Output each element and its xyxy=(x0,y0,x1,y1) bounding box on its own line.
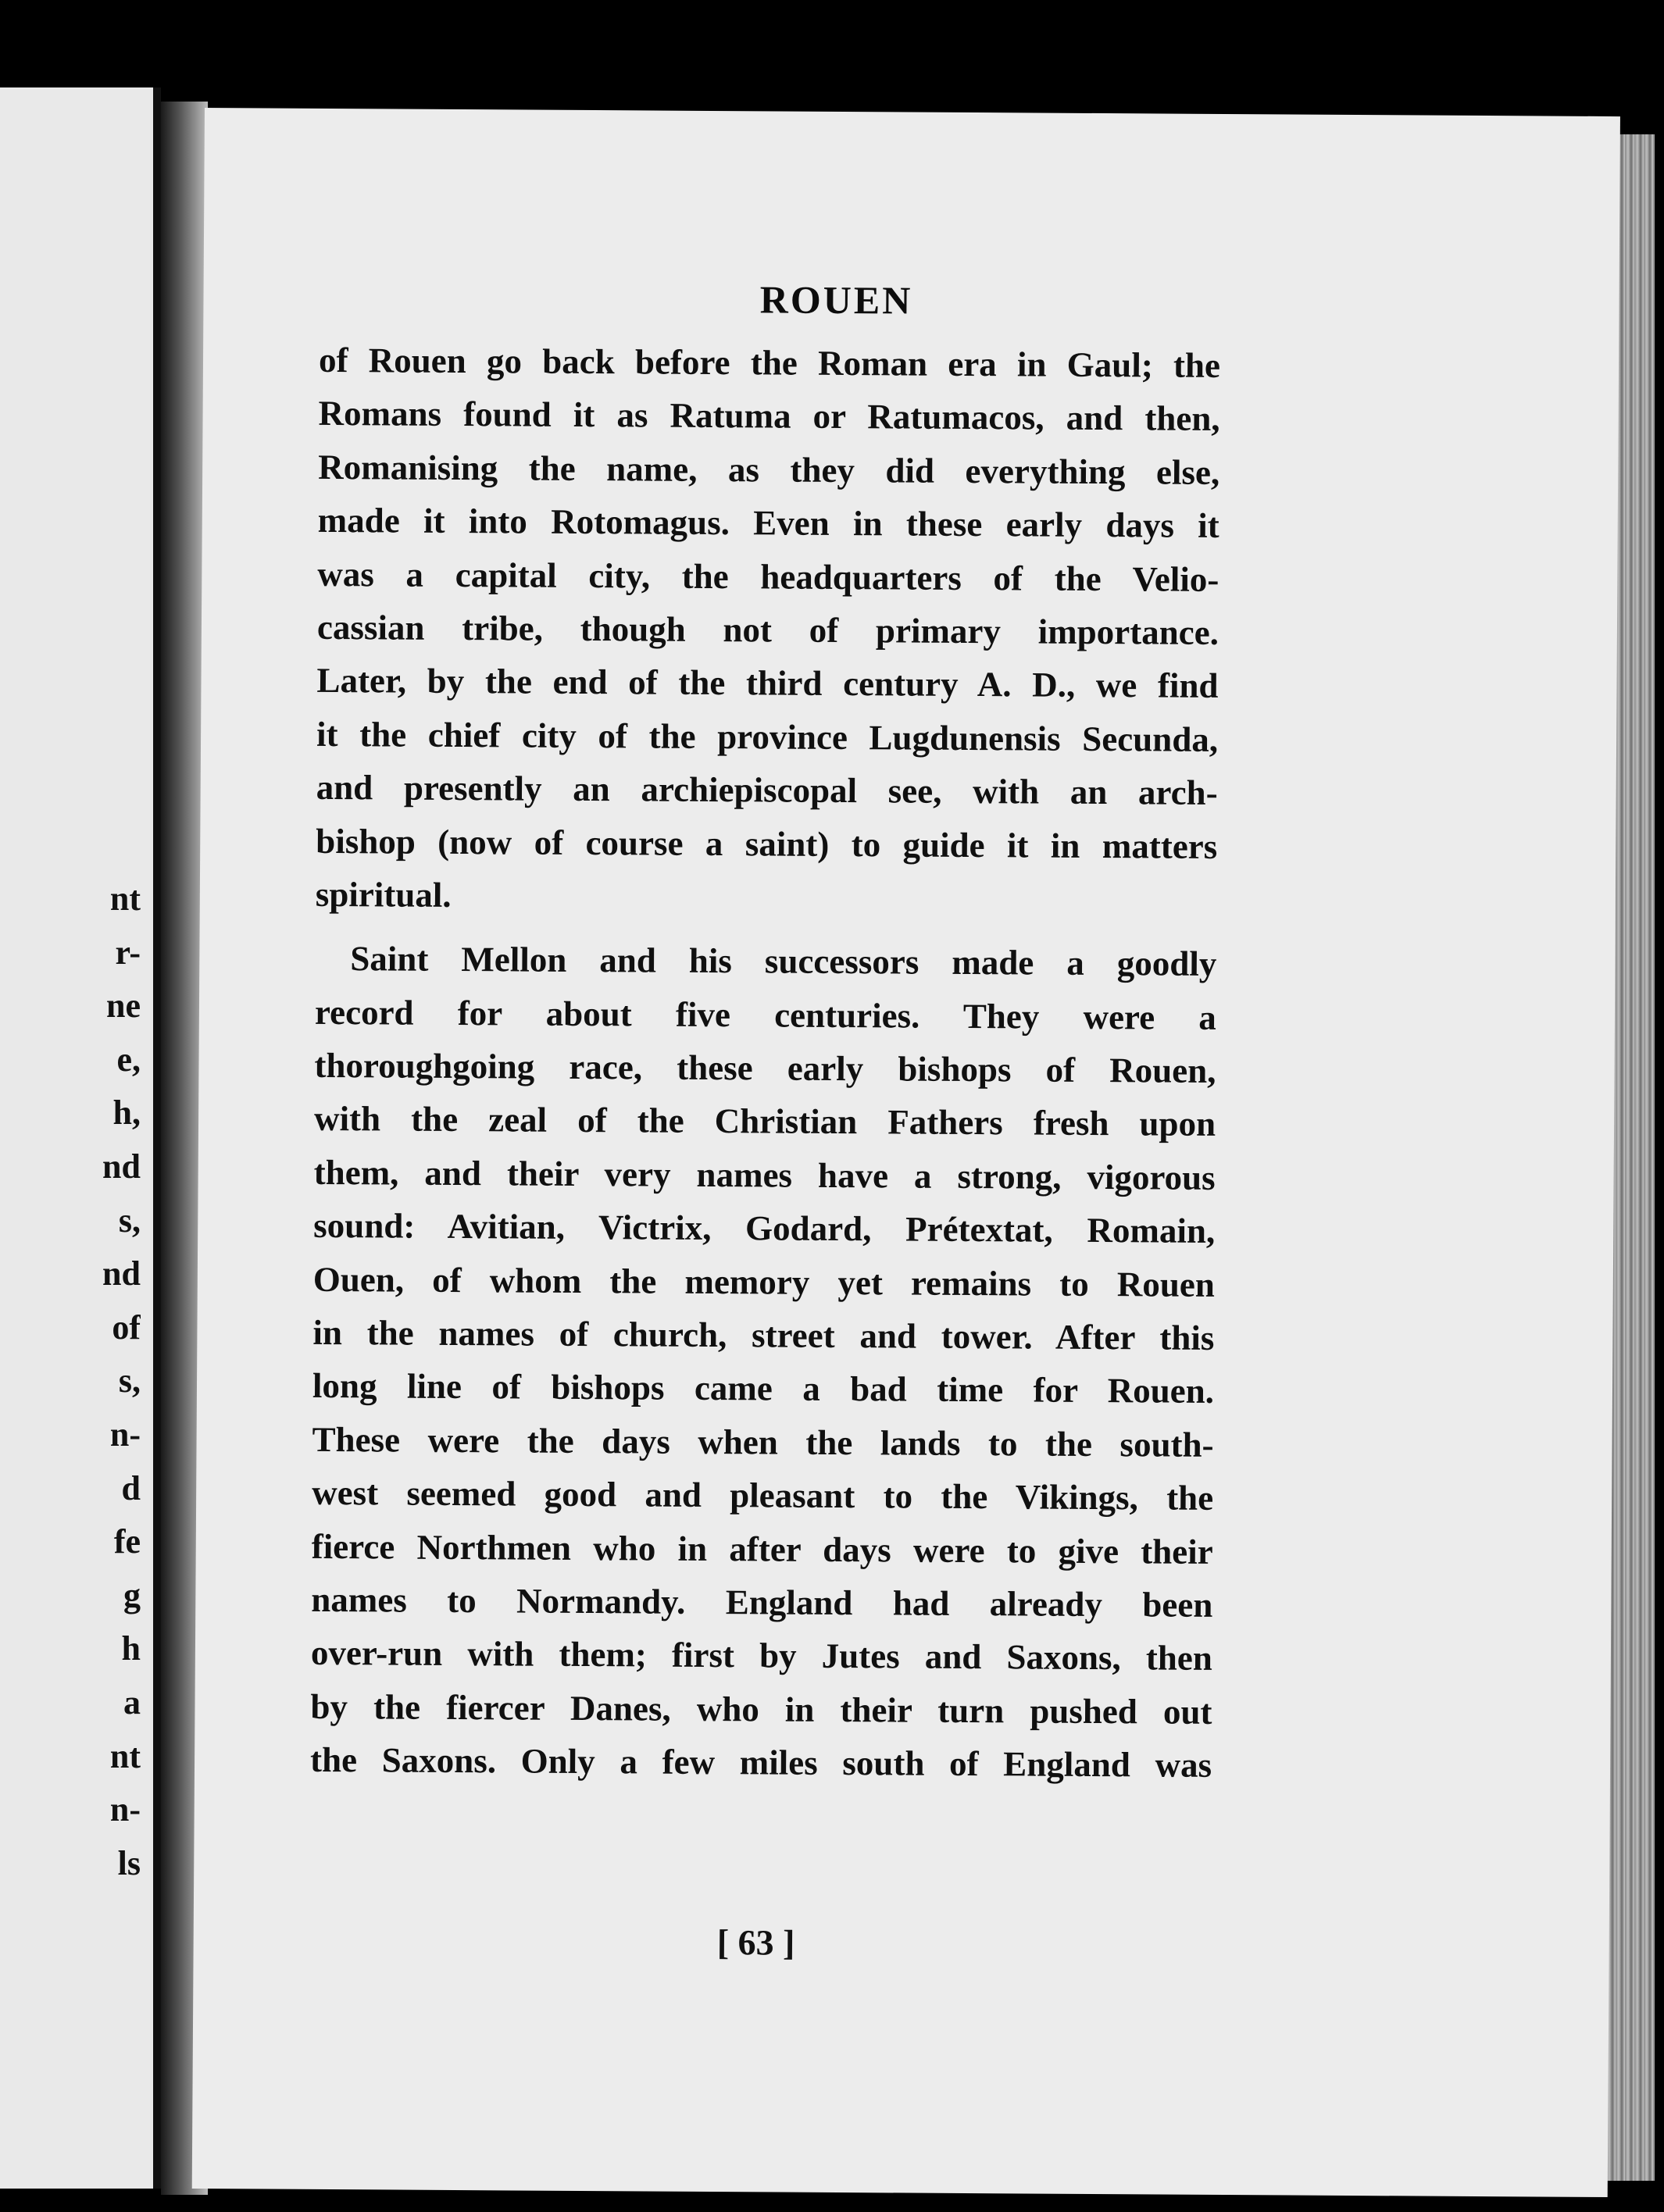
text-line: the Saxons. Only a few miles south of England was xyxy=(309,1740,1212,1786)
left-fragment: n- xyxy=(109,1790,141,1829)
text-line: over-run with them; first by Jutes and Saxons, then xyxy=(310,1633,1213,1679)
left-fragment: a xyxy=(123,1682,141,1721)
text-line: fierce Northmen who in after days were to give their xyxy=(311,1526,1213,1572)
left-page-text-fragments xyxy=(0,872,141,1890)
right-page xyxy=(192,108,1620,2197)
running-head: ROUEN xyxy=(759,277,913,323)
left-fragment: of xyxy=(112,1308,141,1347)
left-fragment: d xyxy=(121,1468,141,1507)
page-number: [ 63 ] xyxy=(716,1922,795,1963)
left-fragment: fe xyxy=(113,1522,141,1561)
left-facing-page xyxy=(0,87,161,2189)
body-text xyxy=(310,334,1220,1793)
text-line: Saint Mellon and his successors made a goodly xyxy=(350,939,1217,984)
text-line: was a capital city, the headquarters of the Velio- xyxy=(317,554,1219,599)
left-fragment: s, xyxy=(118,1361,141,1400)
text-line: in the names of church, street and tower. After this xyxy=(312,1312,1215,1358)
left-fragment: nt xyxy=(109,879,141,918)
text-line: long line of bishops came a bad time for Rouen. xyxy=(312,1366,1215,1411)
text-line: thoroughgoing race, these early bishops of Rouen, xyxy=(314,1045,1216,1091)
left-fragment: s, xyxy=(118,1201,141,1240)
left-fragment: r- xyxy=(115,933,141,972)
left-fragment: e, xyxy=(116,1040,141,1079)
text-line: names to Normandy. England had already been xyxy=(311,1579,1213,1625)
text-line: Later, by the end of the third century A. D., we find xyxy=(316,661,1219,706)
text-line: made it into Rotomagus. Even in these early days it xyxy=(317,501,1219,546)
left-fragment: h xyxy=(121,1629,141,1668)
left-fragment: nd xyxy=(102,1147,141,1186)
left-fragment: nt xyxy=(109,1736,141,1775)
text-line: with the zeal of the Christian Fathers fresh upon xyxy=(313,1099,1216,1144)
text-line: of Rouen go back before the Roman era in Gaul; the xyxy=(318,340,1221,385)
left-fragment: h, xyxy=(112,1094,141,1133)
left-fragment: ls xyxy=(117,1843,141,1882)
text-line: Romanising the name, as they did everything else, xyxy=(318,447,1220,492)
text-line: These were the days when the lands to the south- xyxy=(312,1419,1214,1465)
text-line: Ouen, of whom the memory yet remains to Rouen xyxy=(312,1259,1215,1304)
left-fragment: g xyxy=(123,1575,141,1614)
text-line: by the fiercer Danes, who in their turn pushed out xyxy=(310,1686,1212,1732)
text-line: bishop (now of course a saint) to guide it in matters xyxy=(316,821,1218,866)
paragraph-1 xyxy=(316,334,1221,926)
text-line: west seemed good and pleasant to the Vikings, the xyxy=(312,1473,1214,1518)
text-line: spiritual. xyxy=(315,874,452,915)
text-line: cassian tribe, though not of primary importance. xyxy=(316,607,1219,652)
paragraph-2 xyxy=(310,932,1217,1792)
text-line: Romans found it as Ratuma or Ratumacos, and then, xyxy=(318,394,1220,439)
text-line: sound: Avitian, Victrix, Godard, Prétextat, Romain, xyxy=(313,1206,1216,1251)
left-fragment: n- xyxy=(109,1415,141,1454)
text-line: and presently an archiepiscopal see, with an arch- xyxy=(316,768,1218,813)
text-line: it the chief city of the province Lugdunensis Secunda, xyxy=(316,714,1219,759)
text-line: record for about five centuries. They were a xyxy=(314,992,1217,1037)
left-fragment: nd xyxy=(102,1254,141,1293)
left-fragment: ne xyxy=(106,986,141,1026)
text-line: them, and their very names have a strong, vigorous xyxy=(313,1152,1216,1197)
